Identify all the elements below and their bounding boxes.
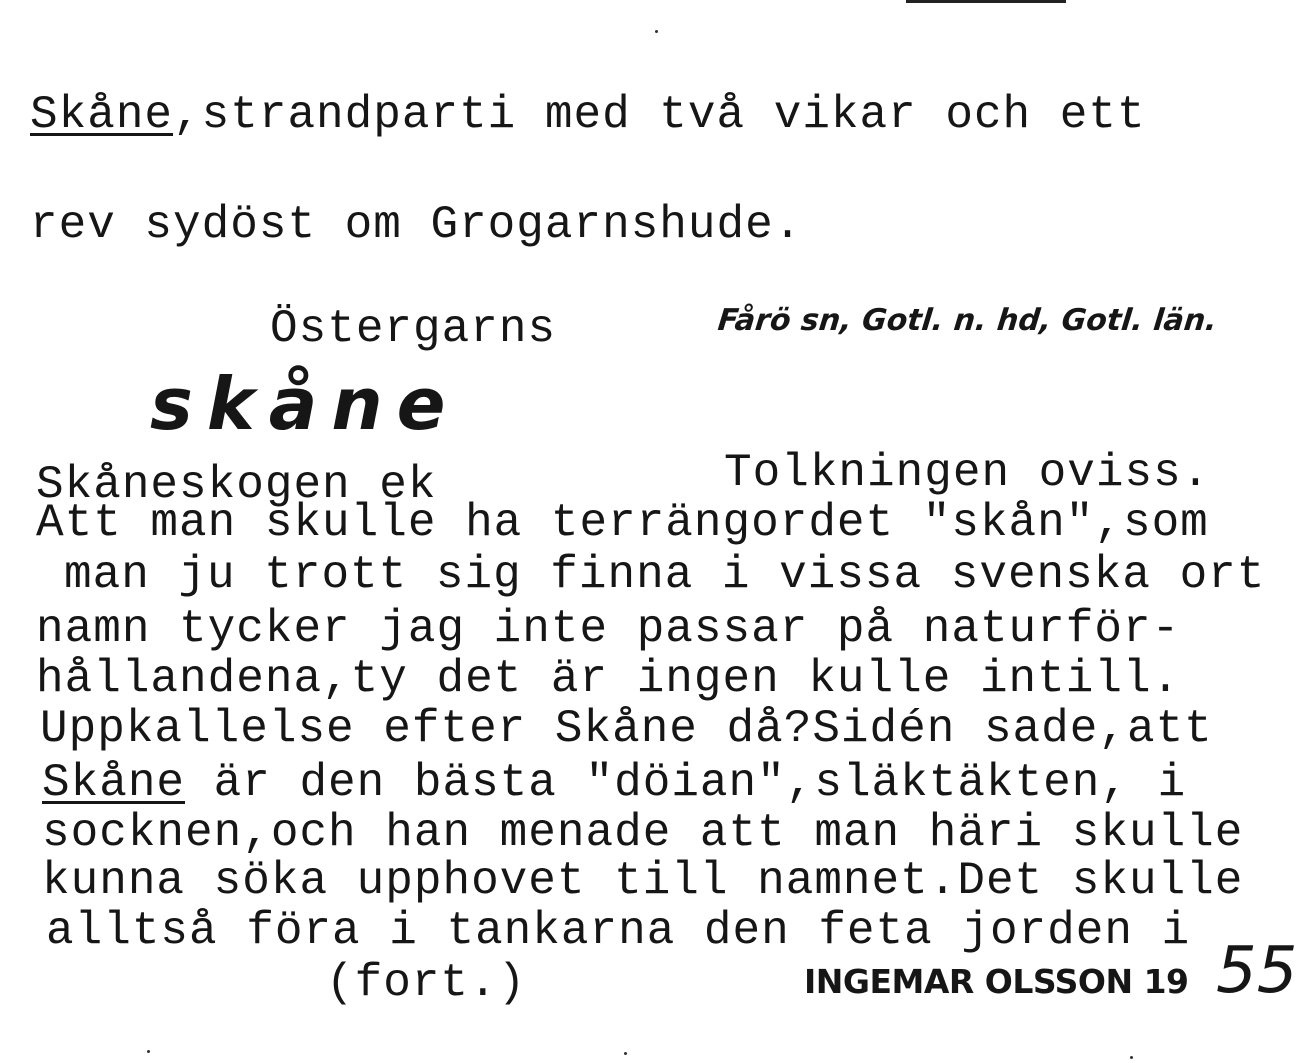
body-line-4: namn tycker jag inte passar på naturför- bbox=[36, 603, 1181, 655]
body-line-2: Att man skulle ha terrängordet "skån",som bbox=[36, 497, 1209, 549]
heading-place-name: Skåne bbox=[30, 89, 174, 141]
body-line-3: man ju trott sig finna i vissa svenska ort bbox=[64, 549, 1266, 601]
handwritten-year: 55 bbox=[1216, 934, 1298, 1008]
handwritten-name: skåne bbox=[150, 362, 460, 446]
continued-marker: (fort.) bbox=[326, 957, 527, 1009]
parish-name: Östergarns bbox=[270, 303, 557, 355]
scan-edge-mark bbox=[906, 0, 1066, 3]
scan-speck bbox=[655, 30, 658, 33]
body-line-9: kunna söka upphovet till namnet.Det skulle bbox=[42, 855, 1244, 907]
scan-speck bbox=[1130, 1056, 1133, 1059]
body-line-1b: Tolkningen oviss. bbox=[724, 447, 1211, 499]
body-line-7-rest: är den bästa "döian",släktäkten, i bbox=[213, 757, 1187, 809]
body-line-8: socknen,och han menade att man häri skulle bbox=[42, 807, 1244, 859]
heading-line-2: rev sydöst om Grogarnshude. bbox=[30, 199, 803, 251]
collector-stamp: INGEMAR OLSSON 19 bbox=[804, 962, 1189, 1001]
scan-speck bbox=[147, 1050, 150, 1053]
body-line-6: Uppkallelse efter Skåne då?Sidén sade,att bbox=[40, 703, 1213, 755]
body-line-7 bbox=[42, 757, 1187, 809]
scan-speck bbox=[624, 1052, 627, 1055]
body-line-1: Skåneskogen ek bbox=[36, 459, 437, 511]
body-line-10: alltså föra i tankarna den feta jorden i bbox=[46, 905, 1191, 957]
body-line-5: hållandena,ty det är ingen kulle intill. bbox=[36, 653, 1181, 705]
location-stamp: Fårö sn, Gotl. n. hd, Gotl. län. bbox=[716, 303, 1219, 338]
heading-line-1 bbox=[30, 89, 1146, 141]
heading-description: ,strandparti med två vikar och ett bbox=[173, 89, 1146, 141]
body-underlined-place: Skåne bbox=[42, 757, 186, 809]
